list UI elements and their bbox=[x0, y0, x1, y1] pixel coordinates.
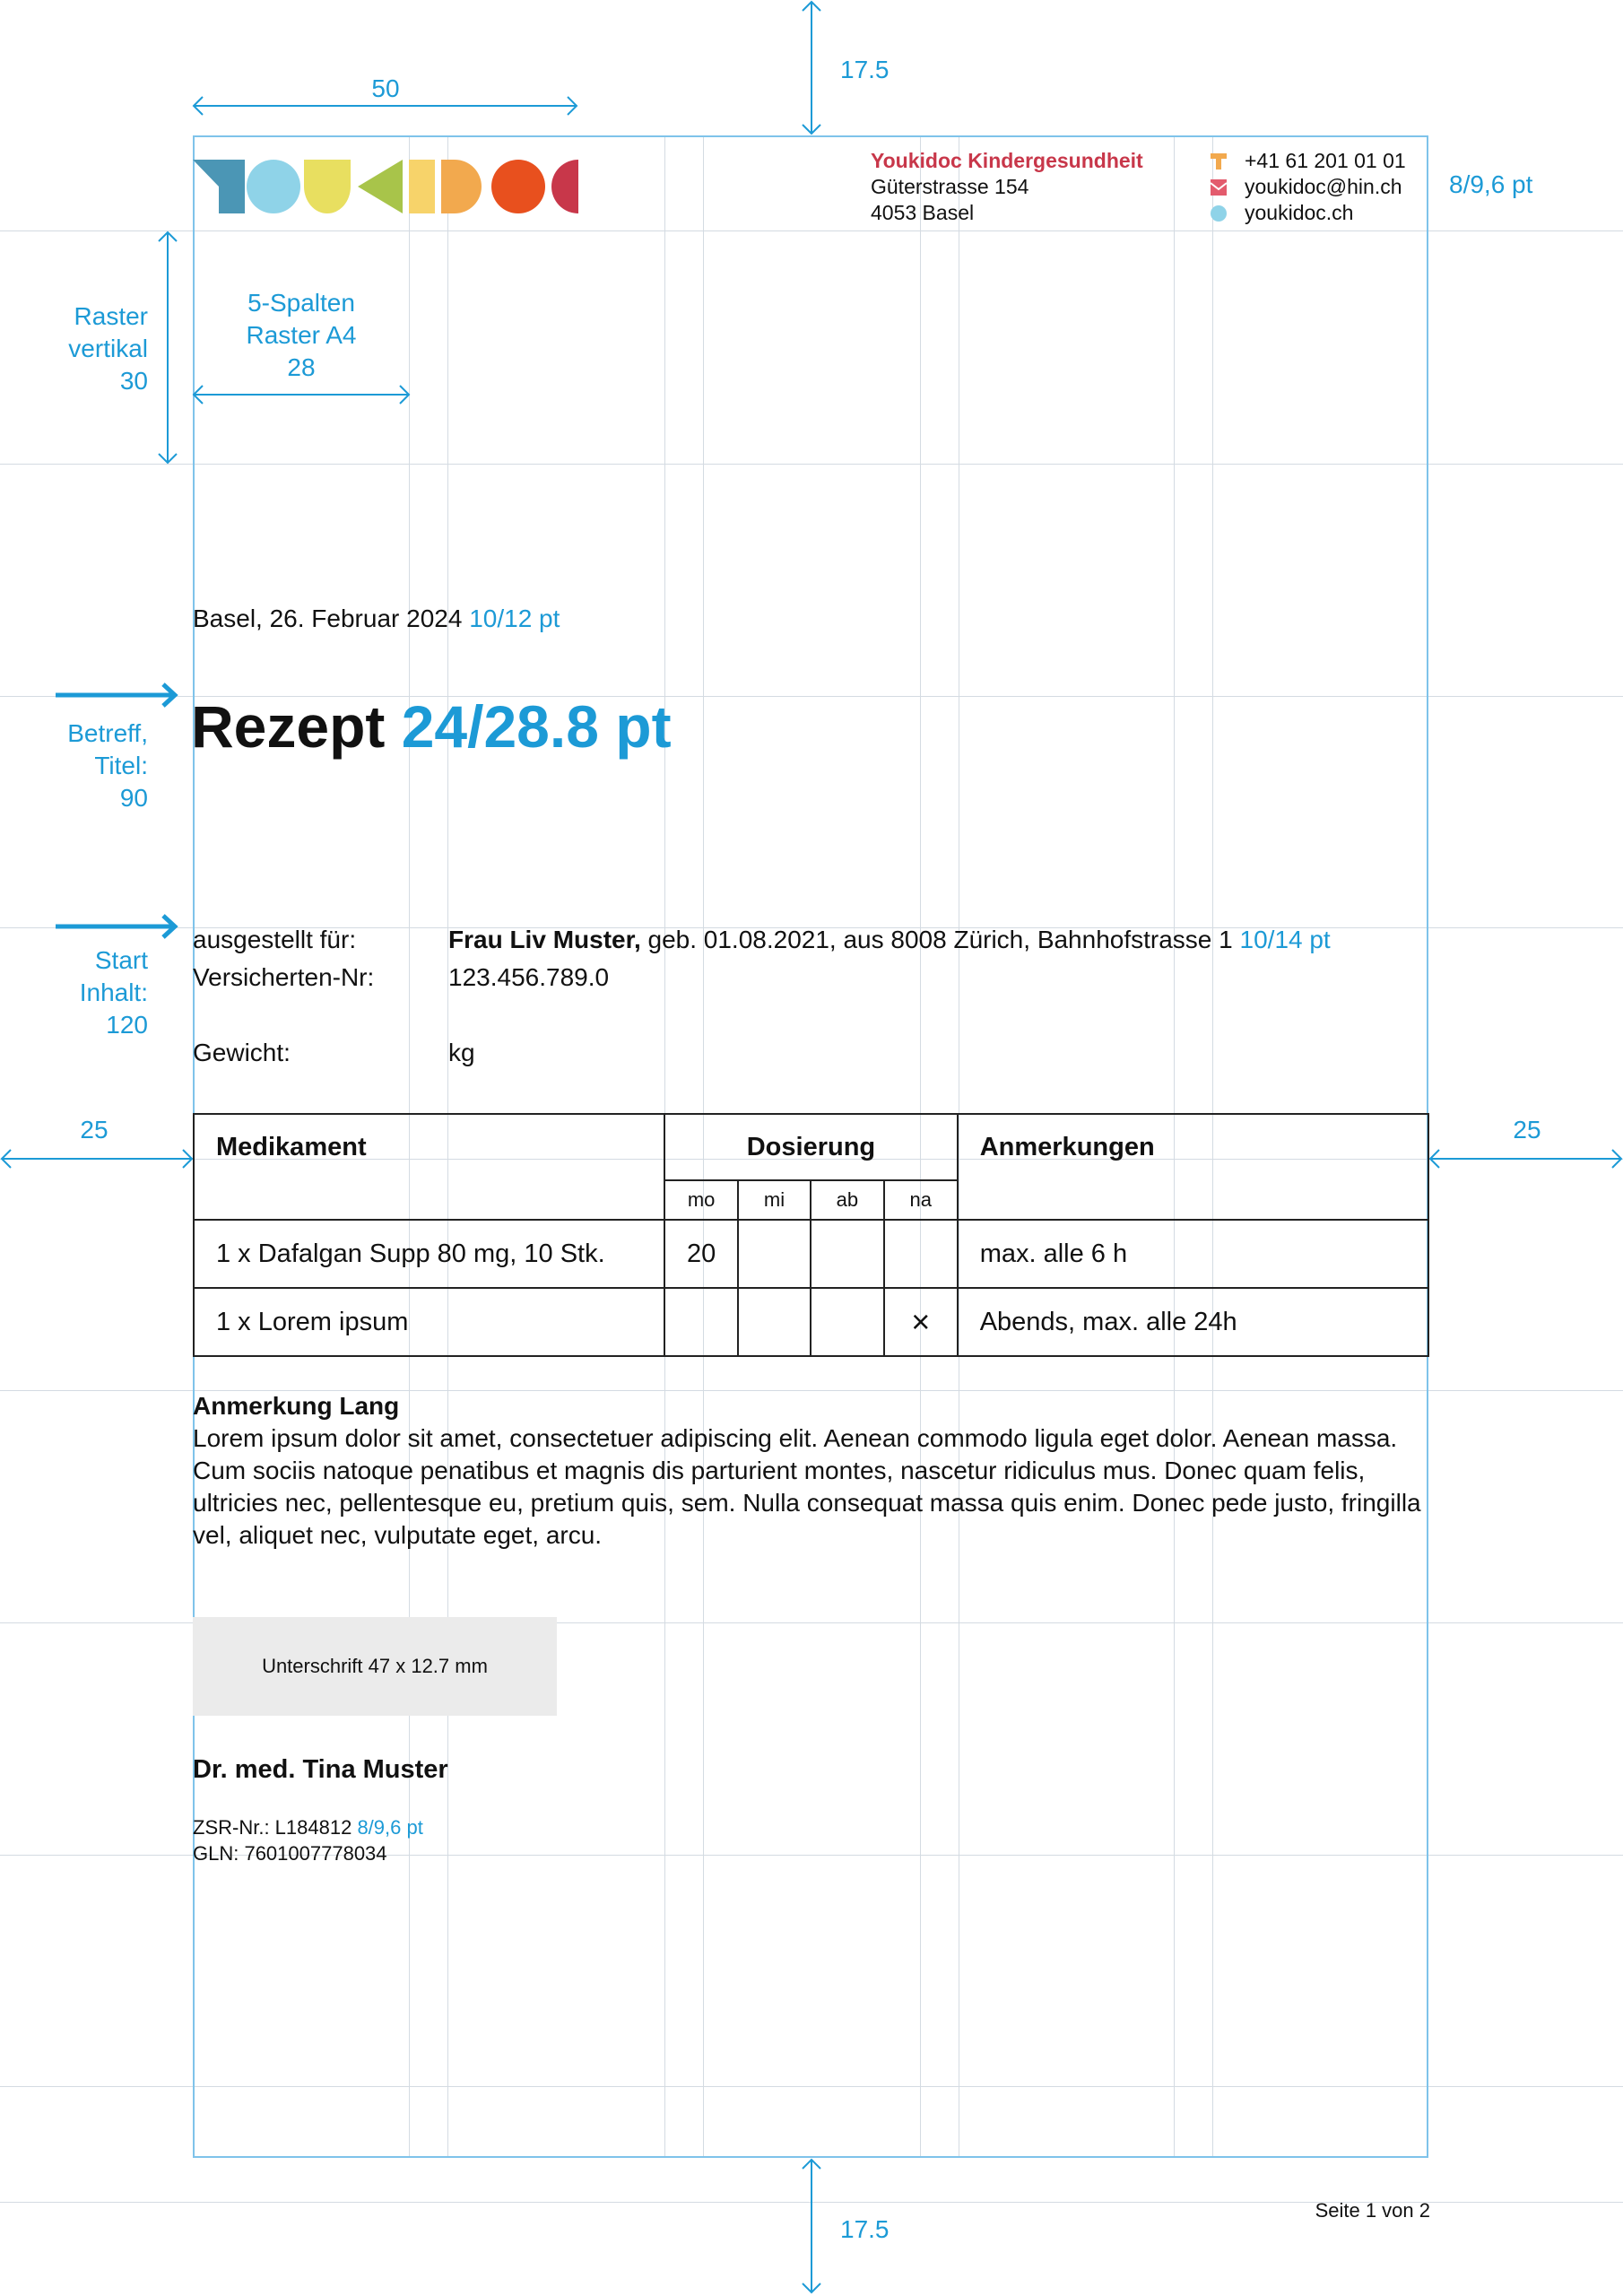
signature-placeholder-label: Unterschrift 47 x 12.7 mm bbox=[262, 1655, 488, 1677]
table-header-row bbox=[194, 1114, 1428, 1180]
phone-row bbox=[1211, 148, 1435, 174]
patient-name: Frau Liv Muster, bbox=[448, 926, 641, 953]
company-address bbox=[871, 148, 1167, 226]
logo-i-shape bbox=[409, 160, 435, 213]
page-title-line bbox=[191, 686, 672, 767]
company-name: Youkidoc Kindergesundheit bbox=[871, 149, 1143, 172]
web-row bbox=[1211, 200, 1435, 226]
col-dosage-header: Dosierung bbox=[664, 1114, 958, 1180]
zsr-line bbox=[193, 1814, 423, 1840]
email-address: youkidoc@hin.ch bbox=[1245, 175, 1402, 198]
annotation-line: Raster A4 bbox=[246, 321, 357, 349]
insurance-row bbox=[193, 961, 1439, 1037]
logo-o2-shape bbox=[491, 160, 545, 213]
grid-vertical-label bbox=[18, 300, 148, 397]
content-font-annotation: 10/14 pt bbox=[1239, 926, 1331, 953]
day-na: na bbox=[884, 1180, 958, 1220]
day-ab: ab bbox=[811, 1180, 884, 1220]
title-font-annotation: 24/28.8 pt bbox=[401, 693, 672, 760]
content-start-label bbox=[18, 944, 148, 1041]
dose-ab-cell bbox=[811, 1220, 884, 1288]
table-row bbox=[194, 1220, 1428, 1288]
dose-mo-cell bbox=[664, 1288, 738, 1356]
table-row bbox=[194, 1288, 1428, 1356]
col-notes-header: Anmerkungen bbox=[958, 1114, 1428, 1220]
annotation-line: 90 bbox=[119, 784, 148, 812]
signature-placeholder bbox=[193, 1617, 557, 1716]
company-city: 4053 Basel bbox=[871, 201, 975, 224]
page-title: Rezept bbox=[191, 693, 386, 760]
logo-d-shape bbox=[441, 160, 482, 213]
youkidoc-logo bbox=[193, 160, 578, 213]
dose-mi-cell bbox=[738, 1220, 811, 1288]
insurance-value: 123.456.789.0 bbox=[448, 963, 610, 991]
weight-row bbox=[193, 1037, 1439, 1074]
logo-k-shape bbox=[358, 160, 403, 213]
footer-font-annotation: 8/9,6 pt bbox=[357, 1816, 423, 1839]
notes-cell: max. alle 6 h bbox=[958, 1220, 1428, 1288]
dose-na-cell bbox=[884, 1220, 958, 1288]
logo-o-shape bbox=[247, 160, 300, 213]
insurance-label: Versicherten-Nr: bbox=[193, 963, 375, 991]
doctor-name: Dr. med. Tina Muster bbox=[193, 1755, 448, 1784]
medication-cell: 1 x Lorem ipsum bbox=[194, 1288, 664, 1356]
weight-label: Gewicht: bbox=[193, 1039, 291, 1066]
prescription-table bbox=[193, 1113, 1429, 1357]
patient-info bbox=[193, 924, 1439, 1074]
columns-label bbox=[212, 287, 391, 384]
issued-label: ausgestellt für: bbox=[193, 926, 357, 953]
doctor-ids bbox=[193, 1814, 423, 1866]
annotation-line: Inhalt: bbox=[79, 978, 148, 1006]
gln-number: GLN: 7601007778034 bbox=[193, 1842, 387, 1865]
subject-label bbox=[18, 718, 148, 814]
top-margin-label: 17.5 bbox=[840, 56, 890, 83]
dose-ab-cell bbox=[811, 1288, 884, 1356]
issued-value bbox=[448, 924, 1331, 956]
weight-value: kg bbox=[448, 1039, 475, 1066]
left-margin-label: 25 bbox=[80, 1116, 108, 1144]
logo-u-shape bbox=[304, 160, 351, 213]
logo-c-shape bbox=[551, 160, 578, 213]
letter-date: Basel, 26. Februar 2024 bbox=[193, 604, 463, 632]
annotation-line: 28 bbox=[287, 353, 316, 381]
annotation-line: Raster bbox=[74, 302, 148, 330]
logo-width-label: 50 bbox=[371, 74, 400, 102]
dose-mo-cell: 20 bbox=[664, 1220, 738, 1288]
col-medication-header: Medikament bbox=[194, 1114, 664, 1220]
date-font-annotation: 10/12 pt bbox=[469, 604, 560, 632]
notes-cell: Abends, max. alle 24h bbox=[958, 1288, 1428, 1356]
phone-number: +41 61 201 01 01 bbox=[1245, 149, 1406, 172]
phone-icon bbox=[1211, 153, 1227, 170]
mail-icon bbox=[1211, 179, 1227, 196]
day-mi: mi bbox=[738, 1180, 811, 1220]
logo-y-shape bbox=[193, 160, 245, 213]
website: youkidoc.ch bbox=[1245, 201, 1354, 224]
annotation-line: 30 bbox=[119, 367, 148, 395]
patient-details: geb. 01.08.2021, aus 8008 Zürich, Bahnhofstrasse 1 bbox=[640, 926, 1233, 953]
annotation-line: Titel: bbox=[94, 752, 148, 779]
header-font-label: 8/9,6 pt bbox=[1449, 170, 1533, 198]
letter-date-line bbox=[193, 603, 560, 635]
annotation-line: vertikal bbox=[68, 335, 148, 362]
annotation-line: 120 bbox=[106, 1011, 148, 1039]
zsr-number: ZSR-Nr.: L184812 bbox=[193, 1816, 352, 1839]
annotation-line: Betreff, bbox=[67, 719, 148, 747]
day-mo: mo bbox=[664, 1180, 738, 1220]
remark-title: Anmerkung Lang bbox=[193, 1392, 400, 1420]
page-number: Seite 1 von 2 bbox=[1315, 2199, 1430, 2222]
issued-row bbox=[193, 924, 1439, 961]
dose-na-cell: × bbox=[884, 1288, 958, 1356]
annotation-line: Start bbox=[94, 946, 148, 974]
medication-cell: 1 x Dafalgan Supp 80 mg, 10 Stk. bbox=[194, 1220, 664, 1288]
company-street: Güterstrasse 154 bbox=[871, 175, 1029, 198]
annotation-line: 5-Spalten bbox=[247, 289, 355, 317]
remark-text: Lorem ipsum dolor sit amet, consectetuer adipiscing elit. Aenean commodo ligula eget dolor. Aenean massa. Cum sociis natoque penatibus et magnis dis parturient montes, nascetur ridiculus mus. Donec quam felis, ultricies nec, pellentesque eu, pretium quis, sem. Nulla consequat massa quis enim. Donec pede justo, fringilla vel, aliquet nec, vulputate eget, arcu. bbox=[193, 1424, 1421, 1549]
email-row bbox=[1211, 174, 1435, 200]
bottom-margin-label: 17.5 bbox=[840, 2215, 890, 2243]
right-margin-label: 25 bbox=[1513, 1116, 1541, 1144]
dose-mi-cell bbox=[738, 1288, 811, 1356]
web-icon bbox=[1211, 205, 1227, 222]
company-contact bbox=[1211, 148, 1435, 226]
remark-block bbox=[193, 1390, 1439, 1552]
